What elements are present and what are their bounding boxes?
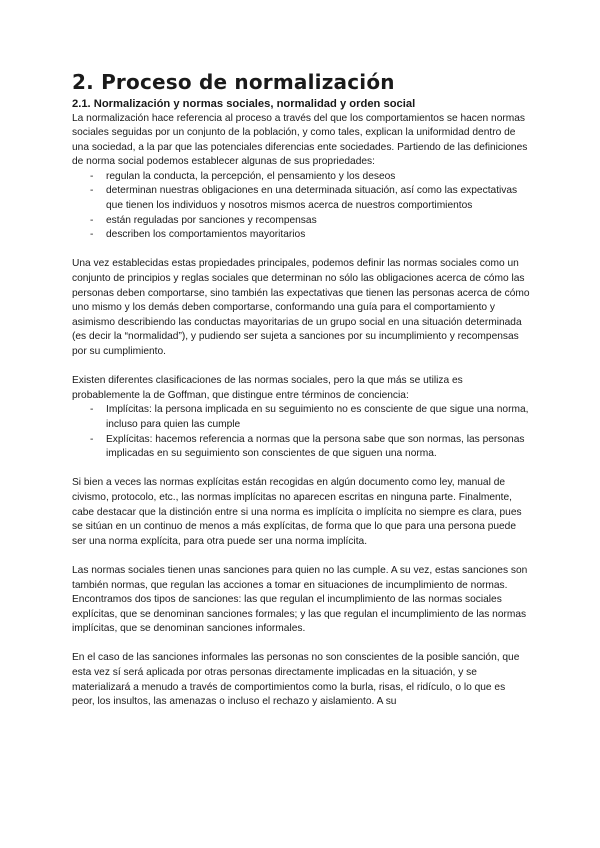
list-item: - regulan la conducta, la percepción, el pensamiento y los deseos: [72, 170, 530, 185]
paragraph-explicit-implicit: Si bien a veces las normas explícitas están recogidas en algún documento como ley, manual de civismo, protocolo, etc., las normas implícitas no aparecen escritas en ninguna parte. Finalmente, cabe destacar que la distinción entre si una norma es implícita o implícita no siempre es clara, pues se sitúan en un continuo de menos a más explícitas, de forma que lo que para una persona puede ser una norma explícita, para otra puede ser una norma implícita.: [72, 477, 522, 547]
list-item: - están reguladas por sanciones y recompensas: [72, 214, 530, 229]
paragraph-definition: Una vez establecidas estas propiedades principales, podemos definir las normas sociales como un conjunto de principios y reglas sociales que determinan no sólo las obligaciones acerca de cómo las personas deben comportarse, sino también las expectativas que tienen las personas acerca de cómo uno mismo y los demás deben comportarse, conformando una guía para el comportamiento y asimismo describiendo las conductas mayoritarias de un grupo social en una situación determinada (es decir la “normalidad”), y pudiendo ser sujeta a sanciones por su incumplimiento y recompensas por su cumplimiento.: [72, 258, 530, 357]
types-list: [72, 403, 530, 461]
list-item: - describen los comportamientos mayoritarios: [72, 228, 530, 243]
section-title: 2. Proceso de normalización: [72, 70, 395, 94]
list-item: - determinan nuestras obligaciones en una determinada situación, así como las expectativas que tienen los individuos y nosotros mismos acerca de nuestros comportimientos: [72, 184, 530, 213]
list-item: - Implícitas: la persona implicada en su seguimiento no es consciente de que sigue una norma, incluso para quien las cumple: [72, 403, 530, 432]
list-item: - Explícitas: hacemos referencia a normas que la persona sabe que son normas, las personas implicadas en su seguimiento son conscientes de que siguen una norma.: [72, 433, 530, 462]
document-content: [72, 70, 530, 710]
subsection-title: 2.1. Normalización y normas sociales, normalidad y orden social: [72, 98, 416, 110]
paragraph-classification: Existen diferentes clasificaciones de las normas sociales, pero la que más se utiliza es probablemente la de Goffman, que distingue entre términos de conciencia:: [72, 375, 463, 401]
paragraph-informal-sanctions: En el caso de las sanciones informales las personas no son conscientes de la posible sanción, que esta vez sí será aplicada por otras personas directamente implicadas en la situación, y se materializará a menudo a través de comportimientos como la burla, risas, el ridículo, o lo que es peor, los insultos, las amenazas o incluso el rechazo y aislamiento. A su: [72, 652, 520, 708]
paragraph-normalization: La normalización hace referencia al proceso a través del que los comportamientos se hacen normas sociales seguidas por un conjunto de la población, y como tales, explican la uniformidad dentro de una sociedad, a la par que las potenciales diferencias ente sociedades. Partiendo de las definiciones de norma social podemos establecer algunas de sus propriedades:: [72, 112, 528, 168]
properties-list: [72, 170, 530, 243]
paragraph-sanctions: Las normas sociales tienen unas sanciones para quien no las cumple. A su vez, estas sanciones son también normas, que regulan las acciones a tomar en situaciones de incumplimiento de normas. Encontramos dos tipos de sanciones: las que regulan el incumplimiento de las normas sociales explícitas, que se denominan sanciones formales; y las que regulan el incumplimiento de las normas implícitas, que se denominan sanciones informales.: [72, 564, 528, 635]
